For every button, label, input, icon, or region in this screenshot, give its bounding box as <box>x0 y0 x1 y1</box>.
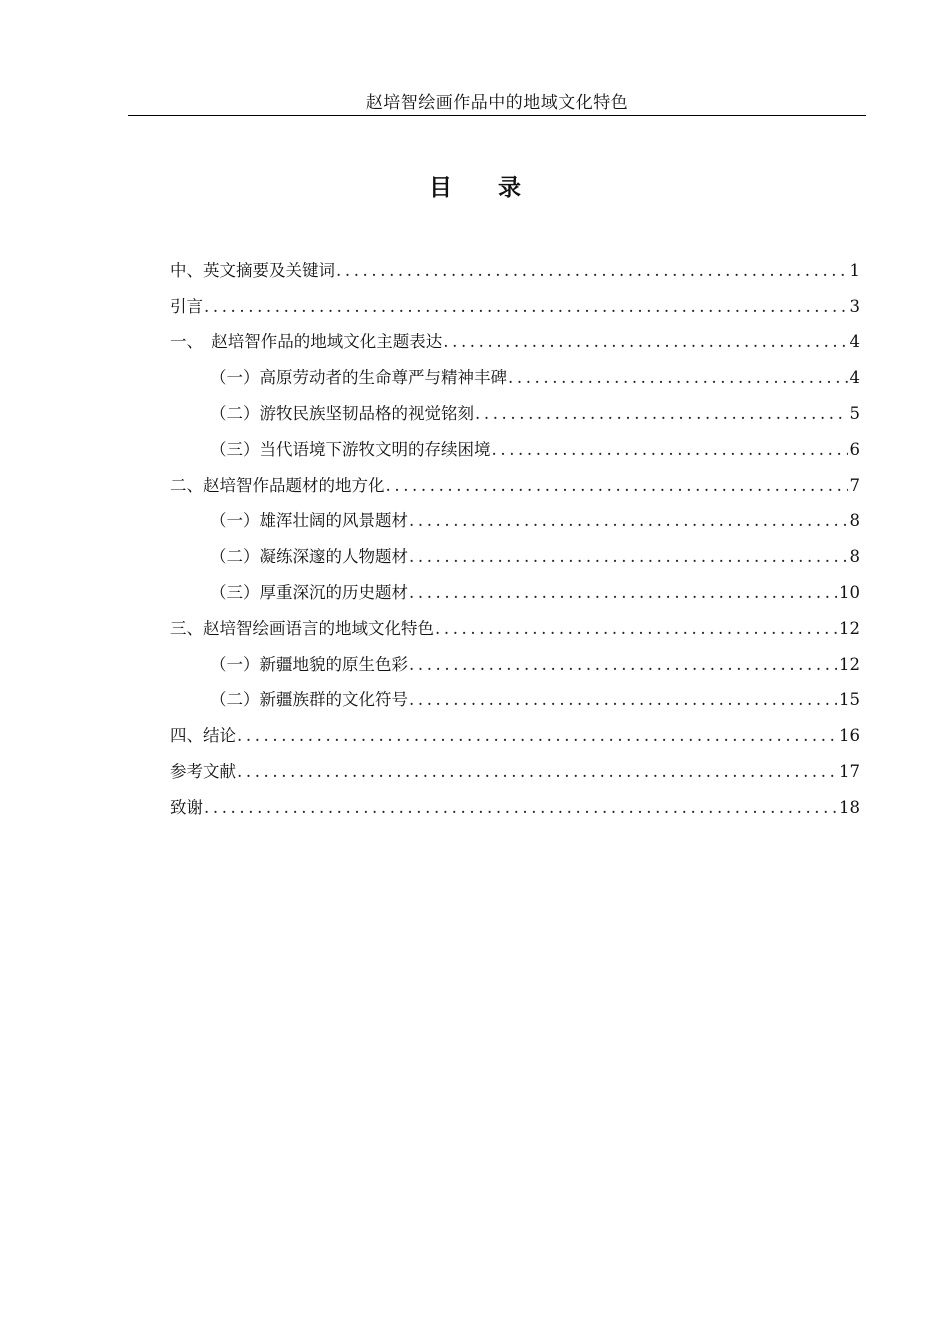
dot-leader <box>508 367 848 389</box>
toc-title <box>0 172 950 204</box>
toc-entry-label: （二）新疆族群的文化符号 <box>210 690 408 710</box>
toc-entry[interactable] <box>170 604 860 640</box>
toc-subentry[interactable] <box>170 532 860 568</box>
toc-subentry[interactable] <box>170 497 860 533</box>
dot-leader <box>204 296 848 318</box>
dot-leader <box>409 654 837 676</box>
dot-leader <box>435 618 837 640</box>
dot-leader <box>492 439 848 461</box>
toc-entry-label: （一）高原劳动者的生命尊严与精神丰碑 <box>210 368 507 388</box>
toc-entry-page: 17 <box>839 761 860 781</box>
table-of-contents <box>170 246 860 819</box>
toc-entry-page: 18 <box>839 797 860 817</box>
toc-entry-page: 5 <box>849 403 860 423</box>
header-rule <box>128 115 866 116</box>
toc-entry-page: 1 <box>849 260 860 280</box>
dot-leader <box>237 761 837 783</box>
toc-entry-label: 四、结论 <box>170 726 236 746</box>
toc-entry-page: 6 <box>849 439 860 459</box>
toc-entry-page: 12 <box>839 654 860 674</box>
toc-entry-page: 8 <box>849 547 860 567</box>
toc-subentry[interactable] <box>170 568 860 604</box>
toc-entry-page: 15 <box>839 690 860 710</box>
toc-entry-page: 10 <box>839 582 860 602</box>
toc-entry-label: 参考文献 <box>170 761 236 781</box>
toc-entry-label: （二）凝练深邃的人物题材 <box>210 547 408 567</box>
toc-entry-page: 16 <box>839 726 860 746</box>
toc-subentry[interactable] <box>170 676 860 712</box>
toc-entry-label: 二、赵培智作品题材的地方化 <box>170 475 385 495</box>
toc-entry-label: 致谢 <box>170 797 203 817</box>
toc-entry[interactable] <box>170 747 860 783</box>
dot-leader <box>443 331 847 353</box>
toc-entry[interactable] <box>170 461 860 497</box>
toc-entry-label: （一）新疆地貌的原生色彩 <box>210 654 408 674</box>
toc-subentry[interactable] <box>170 389 860 425</box>
toc-entry-label: 一、 赵培智作品的地域文化主题表达 <box>170 332 443 352</box>
toc-subentry[interactable] <box>170 425 860 461</box>
toc-entry-label: 引言 <box>170 296 203 316</box>
toc-entry-label: （三）当代语境下游牧文明的存续困境 <box>210 439 491 459</box>
toc-title-char: 目 <box>429 174 452 201</box>
toc-entry-page: 7 <box>849 475 860 495</box>
toc-subentry[interactable] <box>170 353 860 389</box>
dot-leader <box>409 689 837 711</box>
toc-entry-page: 8 <box>849 511 860 531</box>
dot-leader <box>475 403 848 425</box>
dot-leader <box>204 797 837 819</box>
toc-entry-page: 4 <box>849 368 860 388</box>
toc-entry-label: （三）厚重深沉的历史题材 <box>210 582 408 602</box>
toc-entry-label: （二）游牧民族坚韧品格的视觉铭刻 <box>210 403 474 423</box>
toc-entry[interactable] <box>170 246 860 282</box>
dot-leader <box>409 510 848 532</box>
dot-leader <box>336 260 848 282</box>
dot-leader <box>409 582 837 604</box>
toc-entry[interactable] <box>170 711 860 747</box>
running-header: 赵培智绘画作品中的地域文化特色 <box>365 93 629 113</box>
toc-title-char: 录 <box>498 174 521 201</box>
toc-entry-label: 中、英文摘要及关键词 <box>170 260 335 280</box>
toc-subentry[interactable] <box>170 640 860 676</box>
toc-entry-page: 12 <box>839 618 860 638</box>
dot-leader <box>386 475 848 497</box>
dot-leader <box>237 725 837 747</box>
toc-entry-page: 4 <box>849 332 860 352</box>
toc-entry-label: 三、赵培智绘画语言的地域文化特色 <box>170 618 434 638</box>
toc-entry[interactable] <box>170 783 860 819</box>
toc-entry-label: （一）雄浑壮阔的风景题材 <box>210 511 408 531</box>
toc-entry[interactable] <box>170 318 860 354</box>
dot-leader <box>409 546 848 568</box>
toc-entry[interactable] <box>170 282 860 318</box>
toc-entry-page: 3 <box>849 296 860 316</box>
